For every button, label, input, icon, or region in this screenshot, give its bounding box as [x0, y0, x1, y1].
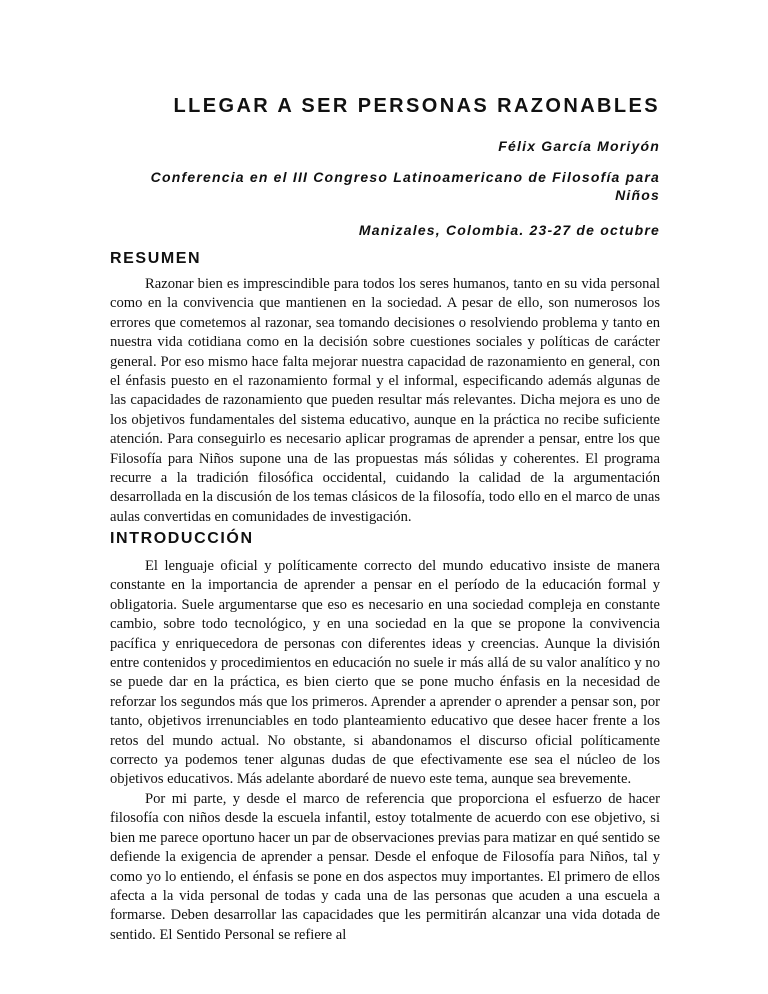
- conference-line: Conferencia en el III Congreso Latinoamericano de Filosofía para Niños: [150, 169, 660, 203]
- intro-paragraph-2: Por mi parte, y desde el marco de referencia que proporciona el esfuerzo de hacer filosofía con niños desde la escuela infantil, estoy totalmente de acuerdo con ese objetivo, si bien me parece oportuno hacer un par de observaciones previas para matizar en qué sentido se defiende la exigencia de aprender a pensar. Desde el enfoque de Filosofía para Niños, tal y como yo lo entiendo, el énfasis se pone en dos aspectos muy importantes. El primero de ellos afecta a la vida personal de todas y cada una de las personas que acuden a una escuela a formarse. Deben desarrollar las capacidades que les permitirán alcanzar una vida dotada de sentido. El Sentido Personal se refiere al: [110, 790, 660, 943]
- introduction-body: [110, 557, 660, 945]
- place-date-line: Manizales, Colombia. 23-27 de octubre: [358, 222, 660, 238]
- document-title: LLEGAR A SER PERSONAS RAZONABLES: [173, 95, 660, 117]
- section-heading-resumen: RESUMEN: [110, 250, 202, 267]
- abstract-body: [110, 275, 660, 527]
- section-heading-introduccion: INTRODUCCIÓN: [110, 530, 254, 547]
- abstract-paragraph: Razonar bien es imprescindible para todos los seres humanos, tanto en su vida personal como en la convivencia que mantienen en la sociedad. A pesar de ello, son numerosos los errores que cometemos al razonar, sea tomando decisiones o resolviendo problema y tanto en nuestra vida cotidiana como en la decisión sobre cuestiones sociales y políticas de carácter general. Por eso mismo hace falta mejorar nuestra capacidad de razonamiento en general, con el énfasis puesto en el razonamiento formal y el informal, especificando además algunas de las capacidades de razonamiento que pueden resultar más relevantes. Dicha mejora es uno de los objetivos fundamentales del sistema educativo, aunque en la práctica no recibe suficiente atención. Para conseguirlo es necesario aplicar programas de aprender a pensar, entre los que Filosofía para Niños supone una de las propuestas más sólidas y coherentes. El programa recurre a la tradición filosófica occidental, cuidando la calidad de la argumentación desarrollada en la discusión de los temas clásicos de la filosofía, todo ello en el marco de unas aulas convertidas en comunidades de investigación.: [110, 276, 660, 525]
- intro-paragraph-1: El lenguaje oficial y políticamente correcto del mundo educativo insiste de manera constante en la importancia de aprender a pensar en el período de la educación formal y obligatoria. Suele argumentarse que eso es necesario en una sociedad compleja en constante cambio, sobre todo tecnológico, y en una sociedad en la que se propone la convivencia pacífica y enriquecedora de personas con diferentes ideas y creencias. Aunque la división entre contenidos y procedimientos en educación no suele ir más allá de su valor analítico y no se puede dar en la práctica, es bien cierto que se pone mucho énfasis en la necesidad de reforzar los segundos más que los primeros. Aprender a aprender o aprender a pensar son, por tanto, objetivos irrenunciables en todo planteamiento educativo que desee hacer frente a los retos del mundo actual. No obstante, si abandonamos el discurso oficial políticamente correcto ya podemos tener algunas dudas de que efectivamente ese sea el núcleo de los objetivos educativos. Más adelante abordaré de nuevo este tema, aunque sea brevemente.: [110, 558, 660, 788]
- author-name: Félix García Moriyón: [498, 138, 660, 154]
